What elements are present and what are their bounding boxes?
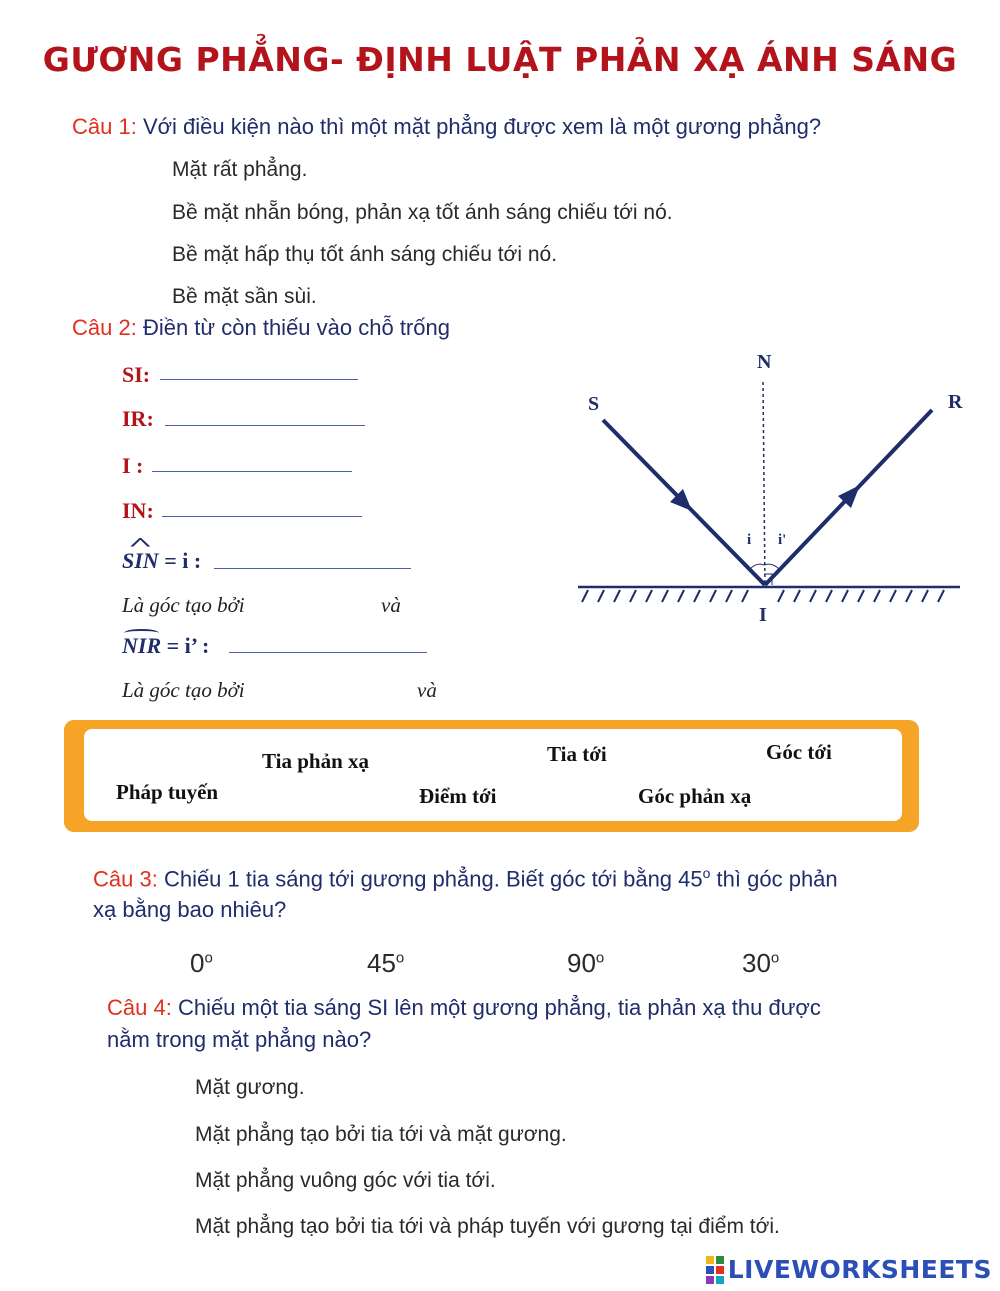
q1-option-1[interactable]: Mặt rất phẳng. bbox=[172, 158, 308, 181]
blank-ir[interactable] bbox=[165, 425, 365, 426]
question-3-line2: xạ bằng bao nhiêu? bbox=[93, 897, 287, 922]
blank-angle-nir[interactable] bbox=[229, 652, 427, 653]
angle-i-arc bbox=[750, 564, 764, 569]
and-2: và bbox=[417, 678, 437, 702]
blank-i[interactable] bbox=[152, 471, 352, 472]
blank-in[interactable] bbox=[162, 516, 362, 517]
q1-option-3[interactable]: Bề mặt hấp thụ tốt ánh sáng chiếu tới nó. bbox=[172, 243, 558, 266]
q3-option-2[interactable] bbox=[367, 948, 404, 979]
label-r: R bbox=[948, 391, 963, 413]
question-3 bbox=[93, 865, 838, 892]
question-number: Câu 4: bbox=[107, 995, 172, 1020]
q3-option-1[interactable] bbox=[190, 948, 213, 979]
word-goc-toi[interactable]: Góc tới bbox=[766, 740, 832, 764]
question-text: Điền từ còn thiếu vào chỗ trống bbox=[136, 315, 450, 340]
degree-sup: o bbox=[595, 949, 605, 967]
option-value: 0 bbox=[190, 948, 205, 978]
angle-nir-rest: = i’ : bbox=[161, 633, 210, 658]
question-4 bbox=[107, 995, 821, 1021]
angle-nir-name: NIR bbox=[122, 633, 162, 658]
mirror-hatching bbox=[582, 590, 944, 602]
blank-si[interactable] bbox=[160, 379, 358, 380]
label-in: IN: bbox=[122, 498, 154, 523]
brand-logo bbox=[706, 1255, 992, 1284]
formed-by-2: Là góc tạo bởi bbox=[122, 678, 245, 702]
degree-sup: o bbox=[702, 865, 711, 881]
label-si: SI: bbox=[122, 362, 151, 387]
formed-by-1: Là góc tạo bởi bbox=[122, 593, 245, 617]
question-1 bbox=[72, 114, 821, 140]
question-text-end: thì góc phản bbox=[710, 866, 838, 892]
word-diem-toi[interactable]: Điểm tới bbox=[419, 784, 497, 808]
question-text: Chiếu một tia sáng SI lên một gương phẳng, tia phản xạ thu được bbox=[171, 995, 821, 1020]
degree-sup: o bbox=[395, 949, 405, 967]
angle-sin-name: ^ SIN bbox=[122, 548, 159, 574]
question-4-line2: nằm trong mặt phẳng nào? bbox=[107, 1027, 372, 1052]
label-point-i: I bbox=[759, 604, 767, 626]
question-text: Với điều kiện nào thì một mặt phẳng được xem là một gương phẳng? bbox=[136, 114, 822, 139]
q4-option-2[interactable]: Mặt phẳng tạo bởi tia tới và mặt gương. bbox=[195, 1123, 567, 1146]
degree-sup: o bbox=[770, 949, 780, 967]
option-value: 30 bbox=[742, 948, 771, 978]
degree-sup: o bbox=[204, 949, 213, 967]
label-angle-i2: i' bbox=[778, 532, 787, 548]
q1-option-2[interactable]: Bề mặt nhẵn bóng, phản xạ tốt ánh sáng chiếu tới nó. bbox=[172, 201, 673, 224]
question-number: Câu 2: bbox=[72, 315, 137, 340]
page-title: GƯƠNG PHẲNG- ĐỊNH LUẬT PHẢN XẠ ÁNH SÁNG bbox=[42, 40, 958, 79]
q3-option-4[interactable] bbox=[742, 948, 779, 979]
brand-icon bbox=[706, 1256, 724, 1284]
word-goc-phan-xa[interactable]: Góc phản xạ bbox=[638, 784, 752, 808]
blank-angle-sin[interactable] bbox=[214, 568, 411, 569]
option-value: 45 bbox=[367, 948, 396, 978]
q4-option-3[interactable]: Mặt phẳng vuông góc với tia tới. bbox=[195, 1169, 496, 1192]
question-2 bbox=[72, 315, 450, 341]
normal-line bbox=[763, 382, 765, 588]
word-tia-phan-xa[interactable]: Tia phản xạ bbox=[262, 749, 369, 773]
q4-option-1[interactable]: Mặt gương. bbox=[195, 1076, 305, 1099]
question-number: Câu 3: bbox=[93, 866, 158, 892]
angle-i2-arc bbox=[764, 564, 779, 569]
label-i: I : bbox=[122, 453, 144, 478]
q4-option-4[interactable]: Mặt phẳng tạo bởi tia tới và pháp tuyến với gương tại điểm tới. bbox=[195, 1215, 780, 1238]
q3-option-3[interactable] bbox=[567, 948, 604, 979]
label-angle-i: i bbox=[747, 532, 752, 548]
label-ir: IR: bbox=[122, 406, 154, 431]
and-1: và bbox=[381, 593, 401, 617]
question-text: Chiếu 1 tia sáng tới gương phẳng. Biết góc tới bằng 45 bbox=[157, 866, 703, 892]
option-value: 90 bbox=[567, 948, 596, 978]
reflection-diagram bbox=[570, 340, 980, 630]
angle-sin-rest: = i : bbox=[158, 548, 202, 573]
angle-nir bbox=[122, 633, 209, 659]
angle-sin bbox=[122, 548, 201, 574]
label-n: N bbox=[757, 351, 772, 373]
label-s: S bbox=[588, 393, 600, 415]
word-tia-toi[interactable]: Tia tới bbox=[547, 742, 607, 766]
question-number: Câu 1: bbox=[72, 114, 137, 139]
word-phap-tuyen[interactable]: Pháp tuyến bbox=[116, 780, 219, 804]
brand-text: LIVEWORKSHEETS bbox=[727, 1255, 992, 1284]
q1-option-4[interactable]: Bề mặt sần sùi. bbox=[172, 285, 317, 308]
